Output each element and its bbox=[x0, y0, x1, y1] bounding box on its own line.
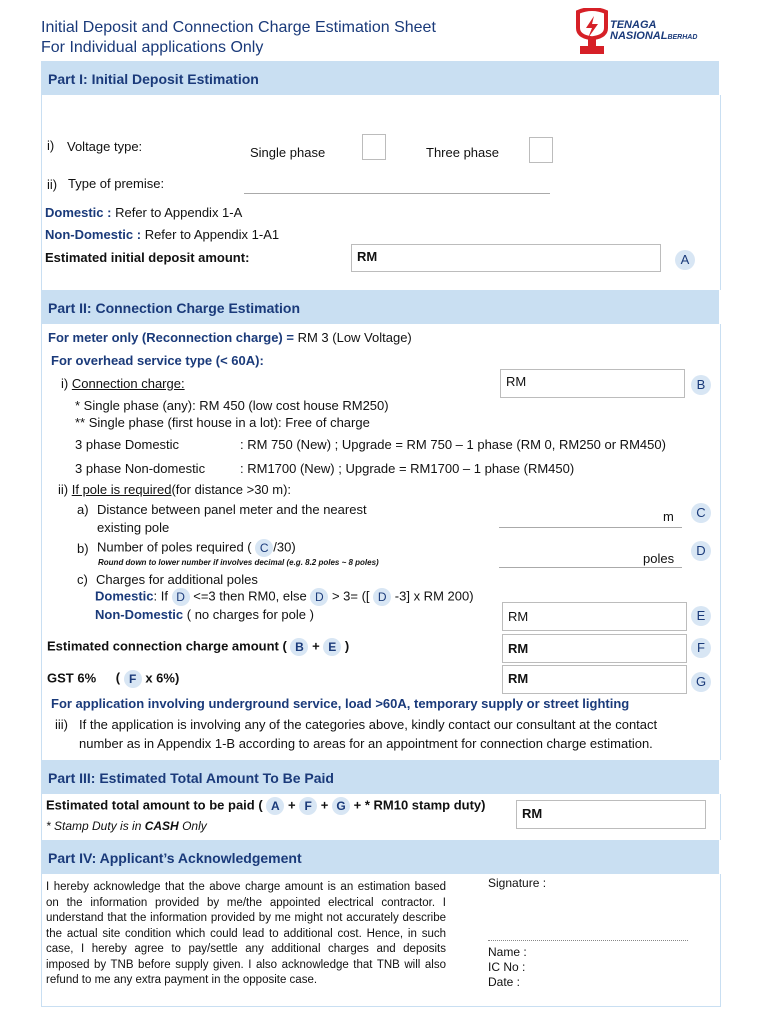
c-nondom-row bbox=[95, 607, 314, 622]
c-dom-if: : If bbox=[153, 588, 168, 604]
stamp-note-cash: CASH bbox=[144, 819, 179, 833]
pole-suffix: (for distance >30 m): bbox=[171, 482, 292, 497]
logo-text-nasional: NASIONAL bbox=[610, 30, 668, 42]
est-row bbox=[47, 638, 349, 656]
signature-label: Signature : bbox=[488, 876, 547, 890]
b-row bbox=[97, 539, 296, 557]
total-label: Estimated total amount to be paid ( bbox=[46, 797, 263, 813]
page-title: Initial Deposit and Connection Charge Estimation Sheet bbox=[41, 19, 436, 36]
total-rm: RM bbox=[522, 806, 543, 821]
distance-input-line[interactable] bbox=[499, 527, 682, 528]
iii-line2: number as in Appendix 1-B according to areas for an appointment for connection charge estimation. bbox=[79, 736, 653, 751]
total-stamp: + * RM10 stamp duty) bbox=[353, 797, 486, 813]
est-plus: + bbox=[312, 638, 320, 654]
nondomestic-row bbox=[45, 227, 279, 242]
marker-c: C bbox=[691, 503, 711, 523]
est-marker-e: E bbox=[323, 638, 341, 656]
three-phase-checkbox[interactable] bbox=[529, 137, 553, 163]
a-line2: existing pole bbox=[97, 520, 170, 535]
stamp-note-suffix: Only bbox=[182, 819, 207, 833]
domestic-ref: Refer to Appendix 1-A bbox=[115, 205, 243, 220]
deposit-amount-field[interactable] bbox=[351, 244, 661, 272]
gst-label: GST 6% bbox=[47, 670, 97, 686]
c-dom-label: Domestic bbox=[95, 588, 154, 604]
connection-charge-field[interactable] bbox=[500, 369, 685, 398]
domestic-row bbox=[45, 205, 242, 220]
part4-title: Part IV: Applicant’s Acknowledgement bbox=[48, 850, 302, 866]
part3-title: Part III: Estimated Total Amount To Be Paid bbox=[48, 770, 334, 786]
total-row bbox=[46, 797, 485, 815]
c-dom-mid2: > 3= ([ bbox=[331, 588, 370, 604]
c-label: Charges for additional poles bbox=[96, 572, 258, 587]
c-rm: RM bbox=[508, 609, 529, 624]
total-amount-field[interactable] bbox=[516, 800, 706, 829]
c-dom-marker-d1: D bbox=[172, 588, 190, 606]
single-first: ** Single phase (first house in a lot): Free of charge bbox=[75, 415, 370, 430]
marker-b: B bbox=[691, 375, 711, 395]
marker-a: A bbox=[675, 250, 695, 270]
total-plus1: + bbox=[287, 797, 296, 813]
single-any: * Single phase (any): RM 450 (low cost house RM250) bbox=[75, 398, 389, 413]
nondomestic-ref: Refer to Appendix 1-A1 bbox=[144, 227, 280, 242]
gst-rm: RM bbox=[508, 671, 529, 686]
single-phase-label: Single phase bbox=[250, 145, 326, 160]
marker-f: F bbox=[691, 638, 711, 658]
c-dom-marker-d2: D bbox=[310, 588, 328, 606]
deposit-estimate-label: Estimated initial deposit amount: bbox=[45, 250, 250, 265]
est-label: Estimated connection charge amount ( bbox=[47, 638, 287, 654]
ic-label: IC No : bbox=[488, 960, 526, 974]
c-dom-marker-d3: D bbox=[373, 588, 391, 606]
est-marker-b: B bbox=[290, 638, 308, 656]
gst-row bbox=[47, 670, 179, 688]
domestic-label: Domestic : bbox=[45, 205, 112, 220]
c-num: c) bbox=[77, 572, 88, 587]
gst-mult: x 6%) bbox=[145, 670, 180, 686]
voltage-num: i) bbox=[47, 138, 55, 153]
pole-num: ii) bbox=[58, 482, 69, 497]
part2-title: Part II: Connection Charge Estimation bbox=[48, 300, 301, 316]
iii-line1: If the application is involving any of the categories above, kindly contact our consultant at the contact bbox=[79, 717, 658, 732]
c-nondom-value: ( no charges for pole ) bbox=[186, 607, 314, 622]
marker-d: D bbox=[691, 541, 711, 561]
page-subtitle: For Individual applications Only bbox=[41, 39, 264, 56]
c-dom-end: -3] x RM 200) bbox=[394, 588, 474, 604]
date-label: Date : bbox=[488, 975, 521, 989]
gst-field[interactable] bbox=[502, 665, 687, 694]
est-close: ) bbox=[344, 638, 350, 654]
iii-num: iii) bbox=[55, 717, 68, 732]
voltage-label: Voltage type: bbox=[67, 139, 143, 154]
b-marker-c: C bbox=[255, 539, 273, 557]
tnb-logo bbox=[572, 8, 722, 56]
poles-input-line[interactable] bbox=[499, 567, 682, 568]
cc-rm: RM bbox=[506, 374, 527, 389]
b-prefix: Number of poles required ( bbox=[97, 539, 252, 555]
total-marker-a: A bbox=[266, 797, 284, 815]
premise-label: Type of premise: bbox=[68, 176, 165, 191]
single-phase-checkbox[interactable] bbox=[362, 134, 386, 160]
acknowledgement-text: I hereby acknowledge that the above charge amount is an estimation based on the information provided by me/the appointed electrical contractor. I understand that the information provided by me might not accurately describe the actual site condition which could lead to additional cost. Hence, in such case, I hereby agree to pay/settle any additional charges and deposits imposed by TNB before supply given. I also acknowledge that TNB will also refund to me any extra payment in the opposite case. bbox=[46, 881, 446, 986]
b-suffix: /30) bbox=[273, 539, 296, 555]
part1-title: Part I: Initial Deposit Estimation bbox=[48, 71, 259, 87]
est-rm: RM bbox=[508, 641, 529, 656]
three-nondom-label: 3 phase Non-domestic bbox=[75, 461, 206, 476]
stamp-note-prefix: * Stamp Duty is in bbox=[46, 819, 142, 833]
three-nondom-value: : RM1700 (New) ; Upgrade = RM1700 – 1 phase (RM450) bbox=[240, 461, 575, 476]
premise-input-line[interactable] bbox=[244, 193, 550, 194]
tnb-logo-icon bbox=[572, 8, 612, 54]
pole-row bbox=[58, 482, 291, 497]
a-num: a) bbox=[77, 502, 89, 517]
b-num: b) bbox=[77, 541, 89, 556]
total-marker-g: G bbox=[332, 797, 350, 815]
underground-note: For application involving underground service, load >60A, temporary supply or street lighting bbox=[51, 696, 630, 711]
three-phase-label: Three phase bbox=[426, 145, 499, 160]
logo-text-berhad: BERHAD bbox=[667, 34, 698, 41]
part4-header bbox=[41, 840, 719, 874]
cc-label: Connection charge: bbox=[71, 376, 185, 391]
overhead-label: For overhead service type (< 60A): bbox=[51, 353, 264, 368]
meter-only-value: RM 3 (Low Voltage) bbox=[297, 330, 412, 345]
c-dom-mid: <=3 then RM0, else bbox=[193, 588, 307, 604]
marker-e: E bbox=[691, 606, 711, 626]
cc-row bbox=[61, 376, 185, 391]
part1-header bbox=[41, 61, 719, 95]
connection-total-field[interactable] bbox=[502, 634, 687, 663]
three-dom-value: : RM 750 (New) ; Upgrade = RM 750 – 1 phase (RM 0, RM250 or RM450) bbox=[240, 437, 666, 452]
a-line1: Distance between panel meter and the nearest bbox=[97, 502, 367, 517]
premise-num: ii) bbox=[47, 177, 58, 192]
three-dom-label: 3 phase Domestic bbox=[75, 437, 180, 452]
logo-text-tenaga: TENAGA bbox=[610, 19, 657, 31]
distance-unit: m bbox=[663, 509, 674, 524]
signature-line[interactable] bbox=[488, 940, 688, 941]
poles-unit: poles bbox=[643, 551, 675, 566]
part2-header bbox=[41, 290, 719, 324]
part3-header bbox=[41, 760, 719, 794]
c-nondom-label: Non-Domestic bbox=[95, 607, 184, 622]
gst-open: ( bbox=[115, 670, 121, 686]
meter-only-label: For meter only (Reconnection charge) = bbox=[48, 330, 294, 345]
additional-poles-field[interactable] bbox=[502, 602, 687, 631]
total-plus2: + bbox=[320, 797, 329, 813]
b-note: Round down to lower number if involves decimal (e.g. 8.2 poles ~ 8 poles) bbox=[98, 558, 379, 567]
c-dom-row bbox=[95, 588, 474, 606]
deposit-rm: RM bbox=[357, 249, 378, 264]
gst-marker-f: F bbox=[124, 670, 142, 688]
total-marker-f: F bbox=[299, 797, 317, 815]
pole-label: If pole is required bbox=[71, 482, 172, 497]
cc-num: i) bbox=[61, 376, 69, 391]
stamp-note bbox=[46, 819, 207, 833]
meter-only-row bbox=[48, 330, 412, 345]
marker-g: G bbox=[691, 672, 711, 692]
nondomestic-label: Non-Domestic : bbox=[45, 227, 142, 242]
name-label: Name : bbox=[488, 945, 527, 959]
